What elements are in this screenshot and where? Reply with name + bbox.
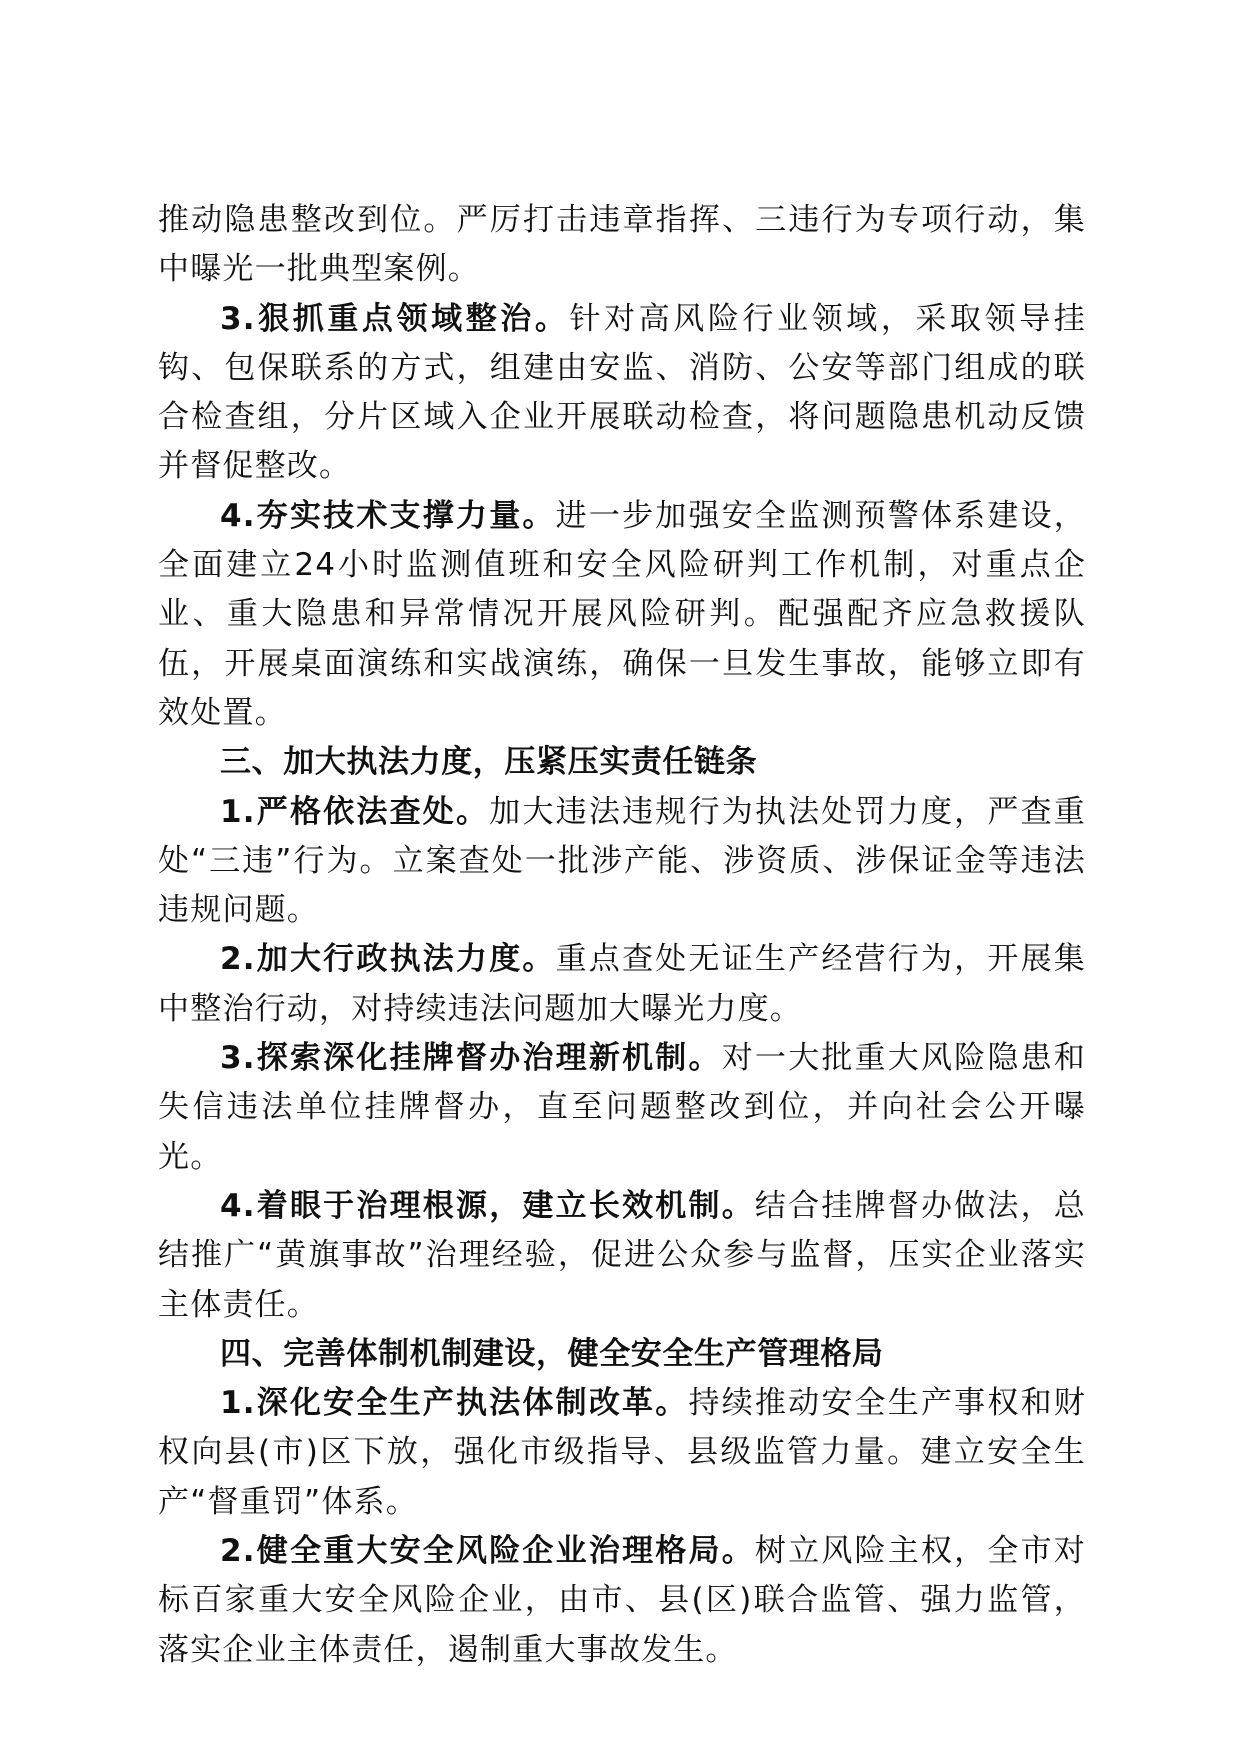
- paragraph-item: [158, 1034, 1086, 1182]
- item-lead: 2.健全重大安全风险企业治理格局。: [220, 1533, 755, 1570]
- item-lead: 1.严格依法查处。: [220, 793, 490, 830]
- paragraph-continuation: 推动隐患整改到位。严厉打击违章指挥、三违行为专项行动，集中曝光一批典型案例。: [158, 202, 1086, 288]
- item-text: 持续推动安全生产事权和财权向县(市)区下放，强化市级指导、县级监管力量。建立安全生产“督重罚”体系。: [158, 1385, 1086, 1520]
- item-text: 加大违法违规行为执法处罚力度，严查重处“三违”行为。立案查处一批涉产能、涉资质、涉保证金等违法违规问题。: [158, 793, 1086, 929]
- paragraph-item: [158, 295, 1086, 492]
- paragraph-item: [158, 1182, 1086, 1330]
- item-text: 重点查处无证生产经营行为，开展集中整治行动，对持续违法问题加大曝光力度。: [158, 941, 1087, 1027]
- section-heading: 四、完善体制机制建设，健全安全生产管理格局: [220, 1335, 884, 1372]
- paragraph-item: [158, 935, 1086, 1034]
- item-text: 针对高风险行业领域，采取领导挂钩、包保联系的方式，组建由安监、消防、公安等部门组成的联合检查组，分片区域入企业开展联动检查，将问题隐患机动反馈并督促整改。: [158, 300, 1086, 485]
- item-lead: 3.探索深化挂牌督办治理新机制。: [220, 1040, 722, 1077]
- item-lead: 2.加大行政执法力度。: [220, 941, 556, 978]
- section-heading: 三、加大执法力度，压紧压实责任链条: [220, 744, 758, 781]
- paragraph-item: [158, 1379, 1086, 1527]
- item-lead: 1.深化安全生产执法体制改革。: [220, 1385, 689, 1422]
- item-text: 树立风险主权，全市对标百家重大安全风险企业，由市、县(区)联合监管、强力监管，落实企业主体责任，遏制重大事故发生。: [158, 1533, 1086, 1668]
- item-text: 进一步加强安全监测预警体系建设，全面建立24小时监测值班和安全风险研判工作机制，对重点企业、重大隐患和异常情况开展风险研判。配强配齐应急救援队伍，开展桌面演练和实战演练，确保一旦发生事故，能够立即有效处置。: [158, 497, 1087, 731]
- item-lead: 4.着眼于治理根源，建立长效机制。: [220, 1187, 755, 1224]
- item-lead: 4.夯实技术支撑力量。: [220, 497, 556, 534]
- item-text: 结合挂牌督办做法，总结推广“黄旗事故”治理经验，促进公众参与监督，压实企业落实主体责任。: [158, 1187, 1086, 1323]
- paragraph-item: [158, 1527, 1086, 1675]
- paragraph-item: [158, 788, 1086, 936]
- document-body: [158, 196, 1086, 1675]
- paragraph-item: [158, 492, 1086, 738]
- item-text: 对一大批重大风险隐患和失信违法单位挂牌督办，直至问题整改到位，并向社会公开曝光。: [158, 1040, 1087, 1175]
- item-lead: 3.狠抓重点领域整治。: [220, 300, 570, 337]
